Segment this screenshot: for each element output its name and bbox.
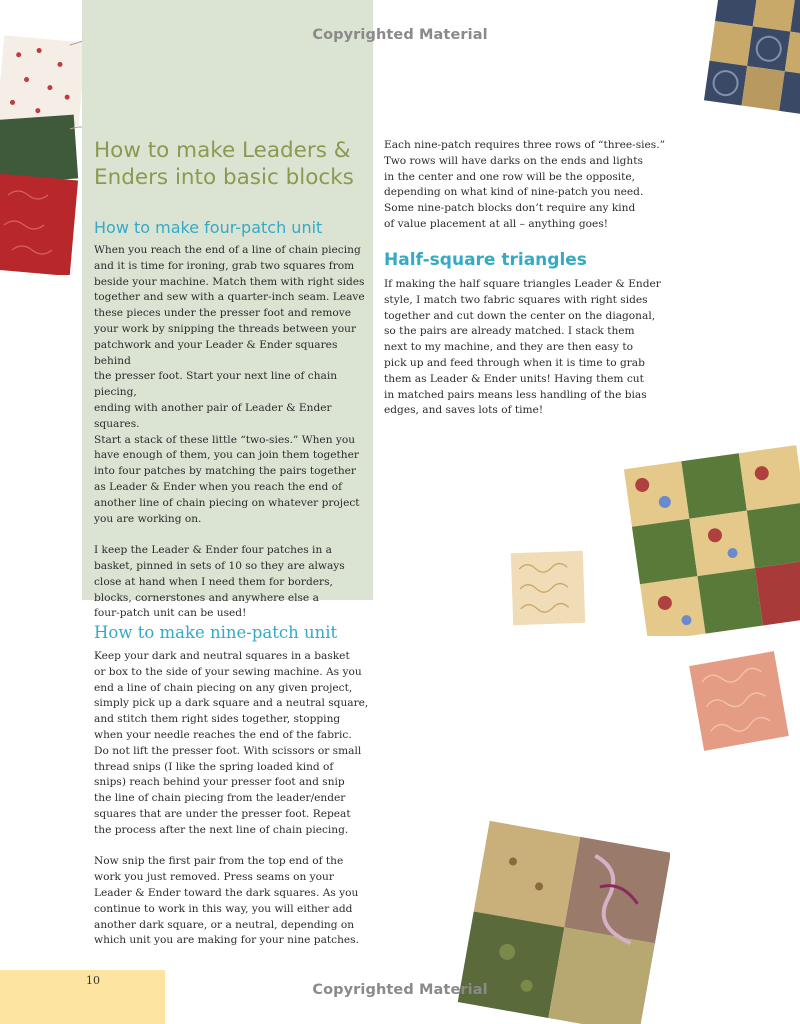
text-line: your work by snipping the threads between your	[94, 322, 357, 335]
cream-swirl-fabric-square	[506, 546, 590, 630]
text-line: When you reach the end of a line of chain piecing	[94, 244, 361, 256]
nine-patch-continued-text	[384, 138, 674, 233]
text-line: these pieces under the presser foot and remove	[94, 307, 352, 320]
half-square-text	[384, 277, 674, 419]
text-line: snips) reach behind your presser foot and snip	[94, 776, 345, 789]
heading-four-patch: How to make four-patch unit	[94, 218, 323, 237]
text-line: together and sew with a quarter-inch seam. Leave	[94, 291, 365, 304]
text-line: and stitch them right sides together, stopping	[94, 713, 341, 726]
salmon-fabric-square	[684, 646, 794, 756]
page-number: 10	[86, 974, 100, 987]
text-line: the line of chain piecing from the leader/ender	[94, 792, 346, 805]
text-line: Do not lift the presser foot. With scissors or small	[94, 744, 362, 757]
copyright-watermark-bottom: Copyrighted Material	[312, 982, 488, 998]
text-line: or box to the side of your sewing machine. As you	[94, 665, 362, 678]
text-line: Two rows will have darks on the ends and lights	[384, 154, 643, 167]
text-line: blocks, cornerstones and anywhere else a	[94, 591, 319, 604]
text-line: patchwork and your Leader & Ender squares behind	[94, 338, 338, 367]
text-line: which unit you are making for your nine patches.	[94, 934, 359, 947]
text-line: four-patch unit can be used!	[94, 607, 247, 620]
text-line: in matched pairs means less handling of the bias	[384, 388, 647, 401]
text-line: pick up and feed through when it is time to grab	[384, 356, 645, 369]
text-line: thread snips (I like the spring loaded kind of	[94, 760, 334, 773]
text-line: into four patches by matching the pairs together	[94, 465, 356, 478]
text-line: ending with another pair of Leader & Ender squares.	[94, 401, 332, 430]
text-line: Now snip the first pair from the top end of the	[94, 855, 344, 868]
text-line: I keep the Leader & Ender four patches in a	[94, 544, 332, 557]
text-line: If making the half square triangles Leader & Ender	[384, 278, 661, 290]
text-line: in the center and one row will be the opposite,	[384, 170, 636, 183]
text-line: close at hand when I need them for borders,	[94, 575, 333, 588]
text-line: the presser foot. Start your next line of chain piecing,	[94, 370, 338, 399]
main-title: How to make Leaders & Enders into basic blocks	[94, 138, 354, 190]
text-line: style, I match two fabric squares with right sides	[384, 293, 648, 306]
text-line: work you just removed. Press seams on your	[94, 871, 334, 884]
text-line: simply pick up a dark square and a neutral square,	[94, 697, 369, 710]
text-line: continue to work in this way, you will either add	[94, 902, 353, 915]
text-line: have enough of them, you can join them together	[94, 449, 359, 462]
page-number-tab	[0, 970, 165, 1024]
four-patch-floral-block	[620, 436, 800, 636]
four-patch-text	[94, 243, 374, 622]
text-line: and it is time for ironing, grab two squares from	[94, 259, 355, 272]
heading-half-square-triangles: Half-square triangles	[384, 250, 587, 270]
text-line: as Leader & Ender when you reach the end of	[94, 480, 342, 493]
text-line: Start a stack of these little “two-sies.” When you	[94, 433, 356, 446]
text-line: them as Leader & Ender units! Having them cut	[384, 372, 644, 385]
heading-nine-patch: How to make nine-patch unit	[94, 623, 338, 642]
text-line: squares that are under the presser foot. Repeat	[94, 807, 351, 820]
text-line: depending on what kind of nine-patch you need.	[384, 186, 644, 199]
text-line: the process after the next line of chain piecing.	[94, 823, 349, 836]
nine-patch-text	[94, 649, 374, 949]
text-line: Some nine-patch blocks don’t require any kind	[384, 202, 636, 215]
text-line: of value placement at all – anything goes!	[384, 217, 609, 230]
fabric-swatch-stack-top-left	[0, 35, 82, 275]
text-line: next to my machine, and they are then easy to	[384, 341, 633, 354]
text-line: basket, pinned in sets of 10 so they are always	[94, 559, 345, 572]
text-line: edges, and saves lots of time!	[384, 404, 544, 417]
text-line: another line of chain piecing on whatever project	[94, 496, 360, 509]
text-line: another dark square, or a neutral, depending on	[94, 918, 355, 931]
text-line: you are working on.	[94, 512, 202, 525]
text-line: when your needle reaches the end of the fabric.	[94, 728, 352, 741]
text-line: beside your machine. Match them with right sides	[94, 275, 365, 288]
text-line: end a line of chain piecing on any given project,	[94, 681, 353, 694]
text-line: together and cut down the center on the diagonal,	[384, 309, 656, 322]
text-line: Each nine-patch requires three rows of “three-sies.”	[384, 139, 666, 151]
text-line: Leader & Ender toward the dark squares. As you	[94, 886, 359, 899]
text-line: so the pairs are already matched. I stack them	[384, 325, 635, 338]
text-line: Keep your dark and neutral squares in a basket	[94, 650, 350, 662]
copyright-watermark-top: Copyrighted Material	[312, 27, 488, 43]
nine-patch-blue-block-top-right	[688, 0, 800, 140]
